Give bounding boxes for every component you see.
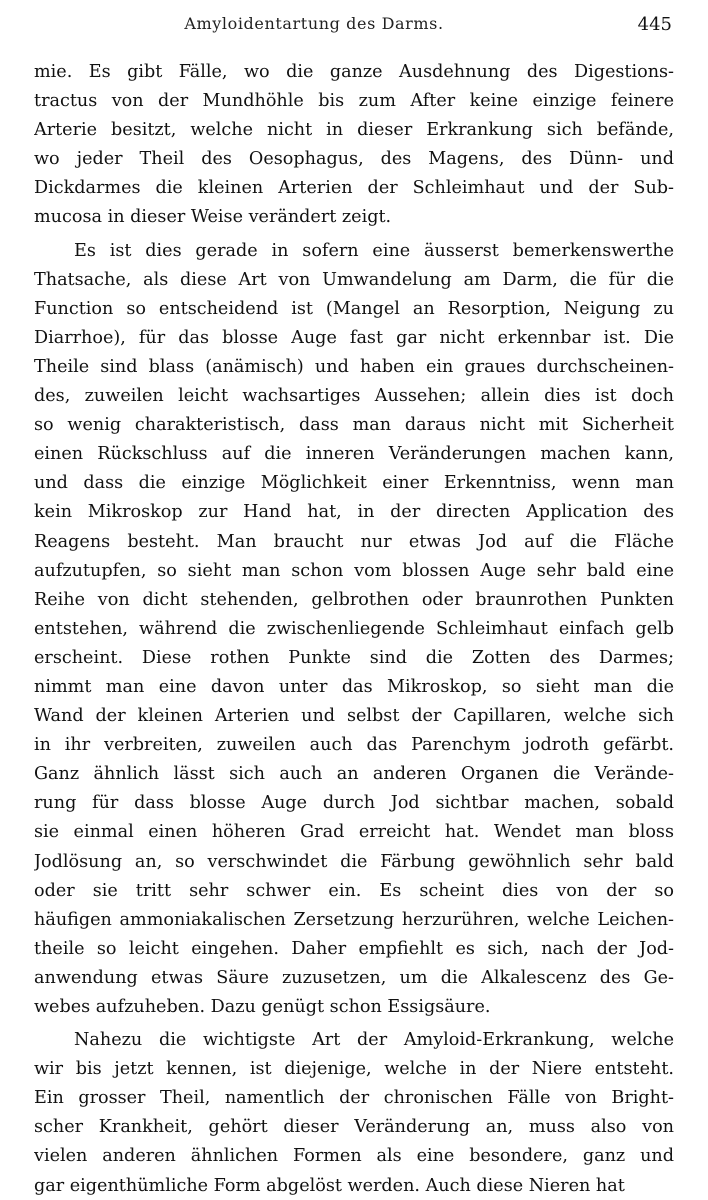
text-line: erscheint. Diese rothen Punkte sind die Zotten des Darmes; — [34, 647, 674, 668]
body-text — [34, 58, 674, 1200]
text-line: nimmt man eine davon unter das Mikroskop, so sieht man die — [34, 676, 674, 697]
text-line: Ein grosser Theil, namentlich der chronischen Fälle von Bright- — [34, 1088, 674, 1109]
text-line: vielen anderen ähnlichen Formen als eine besondere, ganz und — [34, 1146, 674, 1167]
text-line: Reihe von dicht stehenden, gelbrothen oder braunrothen Punkten — [34, 589, 674, 610]
text-line: tractus von der Mundhöhle bis zum After keine einzige feinere — [34, 91, 674, 112]
text-line: Nahezu die wichtigste Art der Amyloid-Erkrankung, welche — [74, 1030, 674, 1051]
text-line: häufigen ammoniakalischen Zersetzung herzurühren, welche Leichen- — [34, 909, 674, 930]
text-line: wo jeder Theil des Oesophagus, des Magens, des Dünn- und — [34, 149, 674, 170]
page-number: 445 — [637, 14, 672, 35]
text-line: Theile sind blass (anämisch) und haben ein graues durchscheinen- — [34, 356, 674, 377]
page-header — [34, 10, 674, 38]
text-line: Reagens besteht. Man braucht nur etwas Jod auf die Fläche — [34, 531, 674, 552]
text-line: entstehen, während die zwischenliegende Schleimhaut einfach gelb — [34, 618, 674, 639]
text-line: Ganz ähnlich lässt sich auch an anderen Organen die Verände- — [34, 764, 674, 785]
text-line: so wenig charakteristisch, dass man daraus nicht mit Sicherheit — [34, 415, 674, 436]
text-line: Diarrhoe), für das blosse Auge fast gar nicht erkennbar ist. Die — [34, 327, 674, 348]
text-line: einen Rückschluss auf die inneren Veränderungen machen kann, — [34, 444, 674, 465]
text-line: Thatsache, als diese Art von Umwandelung am Darm, die für die — [34, 269, 674, 290]
text-line: theile so leicht eingehen. Daher empfiehlt es sich, nach der Jod- — [34, 938, 674, 959]
text-line: und dass die einzige Möglichkeit einer Erkenntniss, wenn man — [34, 473, 674, 494]
text-line: Function so entscheidend ist (Mangel an Resorption, Neigung zu — [34, 298, 674, 319]
text-line: mucosa in dieser Weise verändert zeigt. — [34, 207, 392, 228]
text-line: mie. Es gibt Fälle, wo die ganze Ausdehnung des Digestions- — [34, 62, 674, 82]
text-line: aufzutupfen, so sieht man schon vom blossen Auge sehr bald eine — [34, 560, 674, 581]
text-line: kein Mikroskop zur Hand hat, in der directen Application des — [34, 502, 674, 523]
text-line: oder sie tritt sehr schwer ein. Es scheint dies von der so — [34, 880, 674, 901]
text-line: sie einmal einen höheren Grad erreicht hat. Wendet man bloss — [34, 822, 674, 843]
text-line: webes aufzuheben. Dazu genügt schon Essigsäure. — [34, 997, 491, 1017]
text-line: Jodlösung an, so verschwindet die Färbung gewöhnlich sehr bald — [34, 851, 674, 872]
text-line: scher Krankheit, gehört dieser Veränderung an, muss also von — [34, 1117, 674, 1138]
paragraph — [34, 1026, 674, 1200]
text-line: wir bis jetzt kennen, ist diejenige, welche in der Niere entsteht. — [34, 1059, 674, 1080]
text-line: rung für dass blosse Auge durch Jod sichtbar machen, sobald — [34, 793, 674, 814]
text-line: Arterie besitzt, welche nicht in dieser Erkrankung sich befände, — [34, 120, 674, 141]
text-line: Dickdarmes die kleinen Arterien der Schleimhaut und der Sub- — [34, 178, 674, 199]
text-line: gar eigenthümliche Form abgelöst werden. Auch diese Nieren hat — [34, 1175, 625, 1196]
text-line: in ihr verbreiten, zuweilen auch das Parenchym jodroth gefärbt. — [34, 735, 674, 756]
text-line: des, zuweilen leicht wachsartiges Aussehen; allein dies ist doch — [34, 386, 674, 407]
paragraph — [34, 237, 674, 1023]
text-line: anwendung etwas Säure zuzusetzen, um die Alkalescenz des Ge- — [34, 967, 674, 988]
paragraph — [34, 58, 674, 233]
text-line: Es ist dies gerade in sofern eine äusserst bemerkenswerthe — [74, 240, 674, 261]
running-title: Amyloidentartung des Darms. — [184, 14, 444, 33]
text-line: Wand der kleinen Arterien und selbst der Capillaren, welche sich — [34, 706, 674, 727]
